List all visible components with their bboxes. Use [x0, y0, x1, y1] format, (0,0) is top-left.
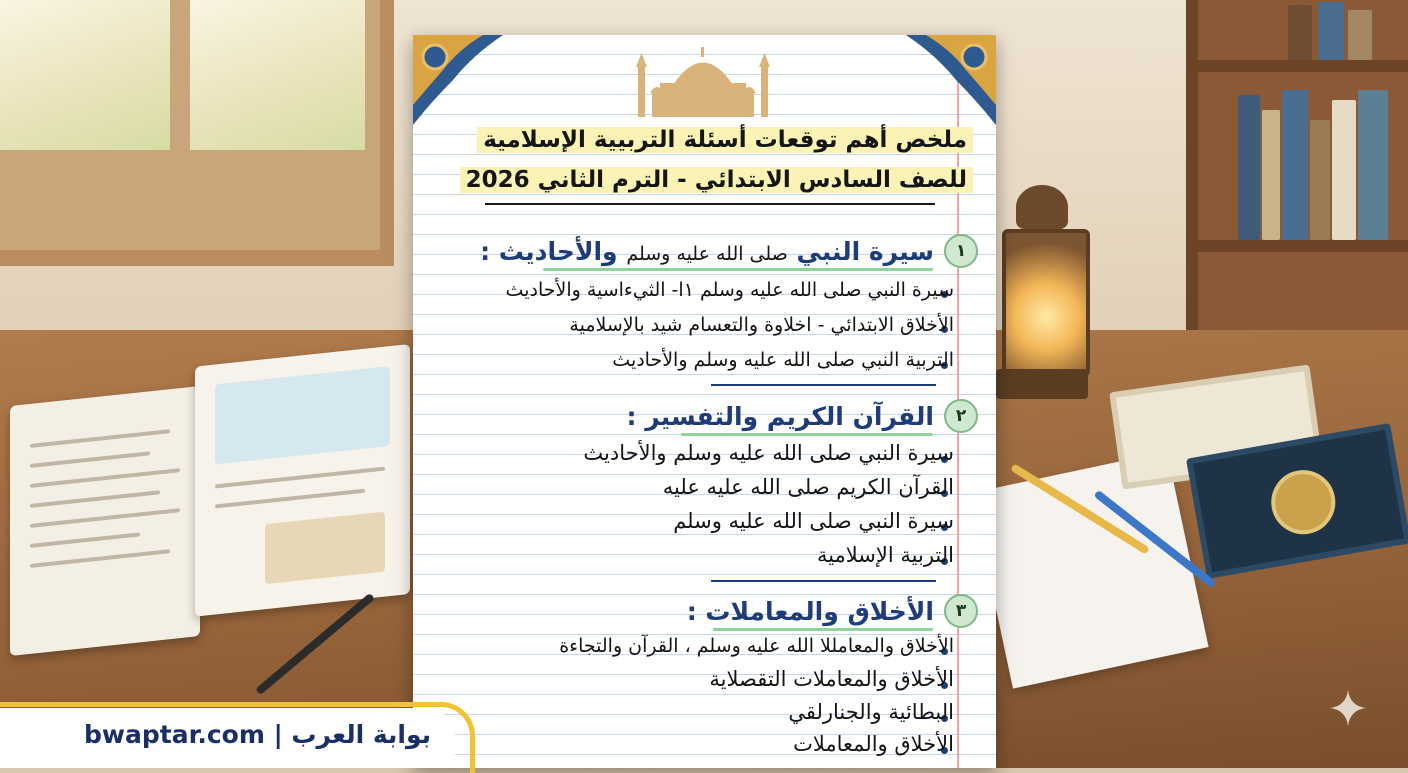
list-item: الأخلاق والمعامللا الله عليه وسلم ، القرآن والتجاءة	[559, 635, 954, 657]
page-title-line-1: ملخص أهم توقعات أسئلة التربيية الإسلامية	[433, 127, 973, 153]
section-number-badge: ١	[944, 234, 978, 268]
section-2-heading	[627, 399, 978, 433]
sparkle-icon	[1330, 690, 1366, 726]
window	[0, 0, 394, 266]
section-number-badge: ٣	[944, 594, 978, 628]
list-item: التربية النبي صلى الله عليه وسلم والأحاديث	[612, 349, 954, 371]
list-item: البطائية والجنارلقي	[788, 700, 954, 724]
list-item: سيرة النبي صلى الله عليه وسلم	[673, 509, 954, 533]
arabesque-corner-icon	[413, 35, 503, 125]
section-3-title: الأخلاق والمعاملات :	[686, 596, 934, 626]
list-item: الأخلاق الابتدائي - اخلاوة والتعسام شيد بالإسلامية	[569, 314, 954, 336]
section-number-badge: ٢	[944, 399, 978, 433]
section-1-title-main: سيرة النبي	[796, 236, 934, 266]
section-separator	[711, 384, 936, 386]
arabesque-corner-icon	[906, 35, 996, 125]
open-textbook	[0, 323, 420, 697]
section-3-underline	[713, 628, 933, 631]
title-divider	[485, 203, 935, 205]
brand-text: bwaptar.com | بوابة العرب	[84, 720, 432, 749]
list-item: الأخلاق والمعاملات التقصلاية	[709, 667, 954, 691]
list-item: القرآن الكريم صلى الله عليه عليه	[662, 475, 954, 499]
section-separator	[711, 580, 936, 582]
section-3-heading	[687, 594, 978, 628]
section-2-title: القرآن الكريم والتفسير :	[626, 401, 934, 431]
list-item: التربية الإسلامية	[816, 543, 954, 567]
section-1-title-end: والأحاديث :	[480, 236, 618, 266]
section-2-underline	[681, 433, 933, 436]
section-1-underline	[543, 268, 933, 271]
list-item: سيرة النبي صلى الله عليه وسلم ١ا- الثيءاسية والأحاديث	[505, 279, 954, 301]
lantern	[996, 185, 1088, 405]
summary-sheet	[413, 35, 996, 768]
list-item: الأخلاق والمعاملات	[793, 732, 954, 756]
mosque-icon	[628, 45, 778, 117]
list-item: سيرة النبي صلى الله عليه وسلم والأحاديث	[583, 441, 954, 465]
notebook	[971, 451, 1208, 688]
section-1-heading	[480, 234, 978, 268]
page-title-line-2: للصف السادس الابتدائي - الترم الثاني 2026	[433, 167, 973, 193]
section-1-title-mid: صلى الله عليه وسلم	[626, 242, 788, 265]
